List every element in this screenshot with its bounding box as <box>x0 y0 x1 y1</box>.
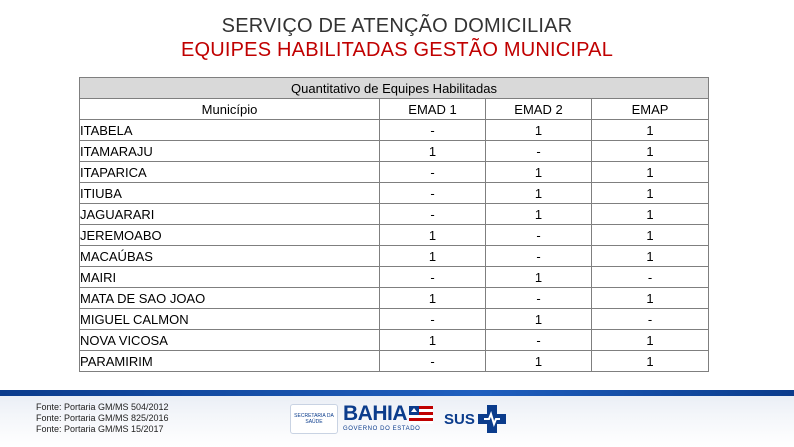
cell-emad2: 1 <box>486 309 592 330</box>
cell-emap: - <box>592 267 709 288</box>
bahia-logo-word: BAHIA <box>343 402 407 425</box>
table-header-row <box>80 99 709 120</box>
cell-municipio: MACAÚBAS <box>80 246 380 267</box>
sources-list <box>36 402 169 435</box>
cell-emad1: - <box>380 351 486 372</box>
column-header-emap: EMAP <box>592 99 709 120</box>
table-row <box>80 225 709 246</box>
cell-emad1: 1 <box>380 225 486 246</box>
cell-emad1: - <box>380 162 486 183</box>
cell-emad1: 1 <box>380 288 486 309</box>
cell-municipio: ITIUBA <box>80 183 380 204</box>
cell-emap: 1 <box>592 225 709 246</box>
cell-emap: 1 <box>592 183 709 204</box>
bahia-logo-subtitle: GOVERNO DO ESTADO <box>343 426 421 432</box>
cell-emap: 1 <box>592 288 709 309</box>
cell-emad2: 1 <box>486 183 592 204</box>
bahia-logo <box>343 402 433 436</box>
cell-emap: 1 <box>592 162 709 183</box>
table-row <box>80 120 709 141</box>
table-row <box>80 183 709 204</box>
cell-emap: 1 <box>592 204 709 225</box>
table-row <box>80 204 709 225</box>
cell-municipio: JEREMOABO <box>80 225 380 246</box>
cell-emap: 1 <box>592 351 709 372</box>
source-line: Fonte: Portaria GM/MS 15/2017 <box>36 424 164 434</box>
secretaria-logo <box>290 404 338 434</box>
sus-logo <box>444 402 514 436</box>
page-title: SERVIÇO DE ATENÇÃO DOMICILIAR <box>221 15 573 37</box>
cell-emap: 1 <box>592 141 709 162</box>
cell-emad2: 1 <box>486 267 592 288</box>
cell-municipio: ITAPARICA <box>80 162 380 183</box>
cell-municipio: PARAMIRIM <box>80 351 380 372</box>
teams-table <box>79 77 709 372</box>
cell-municipio: JAGUARARI <box>80 204 380 225</box>
table-row <box>80 351 709 372</box>
source-line: Fonte: Portaria GM/MS 504/2012 <box>36 402 169 412</box>
cell-emad2: - <box>486 330 592 351</box>
sus-logo-word: SUS <box>444 411 475 428</box>
cell-emad1: 1 <box>380 246 486 267</box>
table-row <box>80 267 709 288</box>
source-line: Fonte: Portaria GM/MS 825/2016 <box>36 413 169 423</box>
table-row <box>80 162 709 183</box>
table-row <box>80 330 709 351</box>
cell-emad2: - <box>486 288 592 309</box>
cell-emad1: - <box>380 204 486 225</box>
cell-emad2: - <box>486 141 592 162</box>
cell-municipio: MATA DE SAO JOAO <box>80 288 380 309</box>
table-row <box>80 141 709 162</box>
cell-emap: - <box>592 309 709 330</box>
cell-emap: 1 <box>592 120 709 141</box>
table-row <box>80 246 709 267</box>
cell-emad1: 1 <box>380 141 486 162</box>
cell-municipio: ITAMARAJU <box>80 141 380 162</box>
cell-emad1: - <box>380 183 486 204</box>
cell-municipio: NOVA VICOSA <box>80 330 380 351</box>
table-caption: Quantitativo de Equipes Habilitadas <box>80 78 709 99</box>
cell-municipio: MAIRI <box>80 267 380 288</box>
cell-emad2: 1 <box>486 162 592 183</box>
cell-emad2: 1 <box>486 204 592 225</box>
bahia-flag-icon <box>409 406 433 424</box>
cell-emad1: - <box>380 309 486 330</box>
column-header-emad2: EMAD 2 <box>486 99 592 120</box>
cell-emap: 1 <box>592 330 709 351</box>
health-cross-icon <box>476 403 508 435</box>
column-header-municipio: Município <box>80 99 380 120</box>
cell-emad2: - <box>486 246 592 267</box>
cell-emad1: - <box>380 120 486 141</box>
cell-emad2: 1 <box>486 351 592 372</box>
column-header-emad1: EMAD 1 <box>380 99 486 120</box>
cell-emap: 1 <box>592 246 709 267</box>
secretaria-logo-text: SECRETARIA DA SAÚDE <box>294 413 334 425</box>
cell-emad1: 1 <box>380 330 486 351</box>
cell-municipio: ITABELA <box>80 120 380 141</box>
cell-municipio: MIGUEL CALMON <box>80 309 380 330</box>
cell-emad1: - <box>380 267 486 288</box>
page-subtitle: EQUIPES HABILITADAS GESTÃO MUNICIPAL <box>180 39 614 61</box>
cell-emad2: - <box>486 225 592 246</box>
table-row <box>80 309 709 330</box>
table-row <box>80 288 709 309</box>
cell-emad2: 1 <box>486 120 592 141</box>
